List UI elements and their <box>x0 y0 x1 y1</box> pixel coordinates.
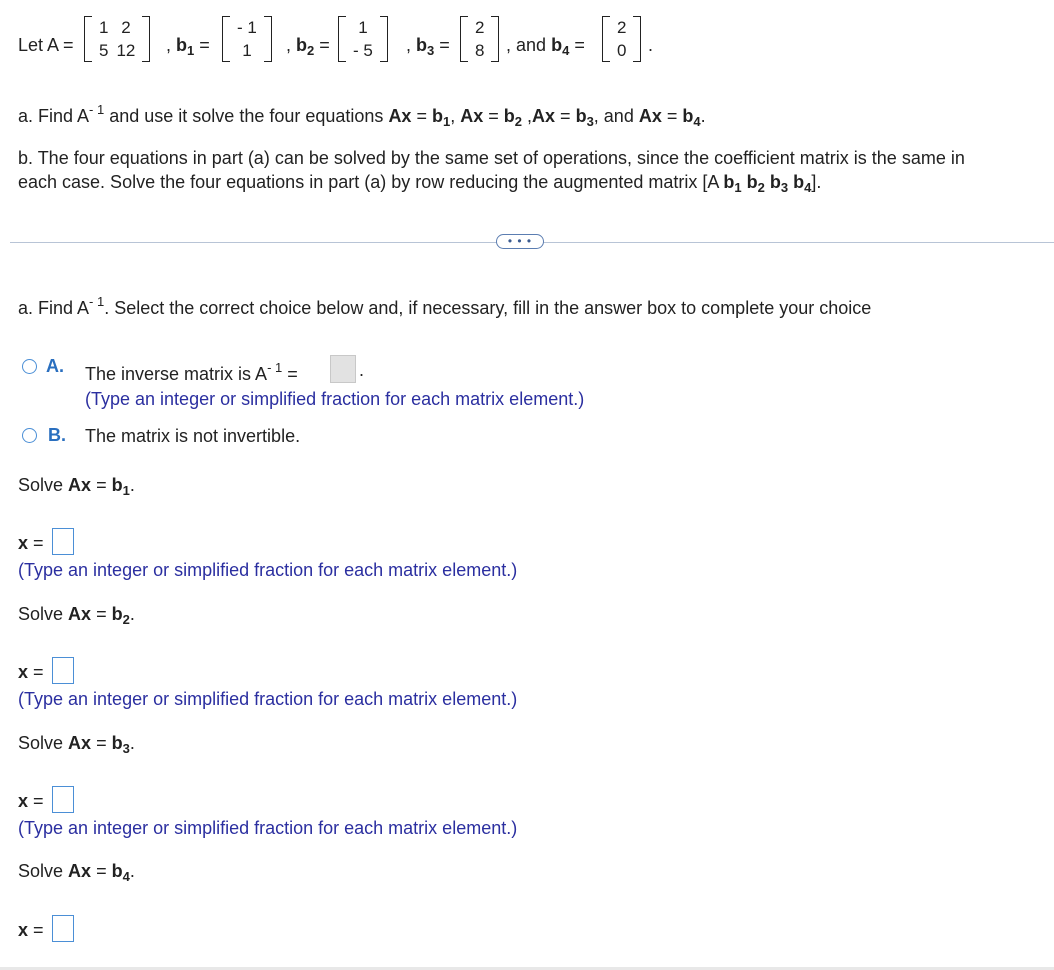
solve-ax: Ax <box>68 861 92 881</box>
aug-b: b <box>769 172 781 192</box>
period: . <box>359 360 365 380</box>
eq-b: b <box>431 106 443 126</box>
matrix-a <box>84 16 150 62</box>
b2-letter: b <box>296 35 308 55</box>
aug-sub: 2 <box>757 180 765 195</box>
period: . <box>129 733 135 753</box>
part-a-text1: and use it solve the four equations <box>109 106 384 126</box>
solve-b: b <box>111 733 123 753</box>
solve-b4-prompt: Solve $Ax = b_4$. <box>18 861 135 884</box>
solve-prefix: Solve <box>18 475 64 495</box>
aug-b: b <box>746 172 758 192</box>
x-label <box>18 662 44 683</box>
solve-ax: Ax <box>68 733 92 753</box>
b1-subscript: 1 <box>187 43 195 58</box>
aug-sub: 4 <box>804 180 812 195</box>
solve-b: b <box>111 604 123 624</box>
aug-sub: 1 <box>734 180 742 195</box>
solve-b: b <box>111 475 123 495</box>
matrix-a-cell: 1 <box>99 18 109 37</box>
part-b-line2-suffix: ]. <box>811 172 822 192</box>
x-answer-box-b4[interactable] <box>52 915 74 942</box>
vector-cell: 1 <box>242 41 252 60</box>
solve-b2-prompt: Solve $Ax = b_2$. <box>18 604 135 627</box>
eq-and: , and <box>593 106 634 126</box>
vector-cell: - 5 <box>353 41 373 60</box>
vector-b2 <box>338 16 388 62</box>
equals: = <box>33 920 44 940</box>
vector-cell: 1 <box>358 18 368 37</box>
question-prefix: a. Find A <box>18 298 90 318</box>
part-a-text: a. Find $A^{- 1}$ and use it solve the four equations $Ax = b_1$, $Ax = b_2$ $,Ax = b_3$, and $Ax = b_4$. <box>18 102 706 129</box>
choice-b-letter: B. <box>48 425 66 445</box>
choice-b-radio[interactable] <box>22 428 37 443</box>
eq-ax: Ax <box>638 106 662 126</box>
b4-subscript: 4 <box>562 43 570 58</box>
x-var: x <box>18 533 29 553</box>
aug-b: b <box>793 172 805 192</box>
vector-cell: - 1 <box>237 18 257 37</box>
b3-subscript: 3 <box>427 43 435 58</box>
vector-cell: 2 <box>475 18 485 37</box>
b2-label <box>286 35 330 58</box>
question-text: . Select the correct choice below and, if necessary, fill in the answer box to complete your choice <box>104 298 872 318</box>
eq-ax: Ax <box>388 106 412 126</box>
question-prompt <box>18 294 871 319</box>
solve-b3-prompt: Solve $Ax = b_3$. <box>18 733 135 756</box>
matrix-a-cell: 12 <box>116 41 136 60</box>
period: . <box>129 861 135 881</box>
choice-a-radio[interactable] <box>22 359 37 374</box>
solve-b1-prompt: Solve $Ax = b_1$. <box>18 475 135 498</box>
equals: = <box>439 35 450 55</box>
b1-letter: b <box>176 35 188 55</box>
eq-sep: , <box>527 106 533 126</box>
solve-b1-hint: (Type an integer or simplified fraction for each matrix element.) <box>18 560 518 580</box>
choice-b-text: The matrix is not invertible. <box>85 426 301 446</box>
equals: = <box>33 791 44 811</box>
part-b-line2 <box>18 172 821 195</box>
inverse-matrix-answer-box[interactable] <box>330 355 356 383</box>
solve-b3-hint: (Type an integer or simplified fraction for each matrix element.) <box>18 818 518 838</box>
and-text: , and <box>506 35 547 55</box>
eq-b: b <box>575 106 587 126</box>
solve-sub: 4 <box>122 869 130 884</box>
equals: = <box>199 35 210 55</box>
vector-cell: 2 <box>617 18 627 37</box>
b3-label <box>406 35 450 58</box>
choice-a-text <box>85 360 298 385</box>
eq-sep: , <box>450 106 456 126</box>
eq-sub: 4 <box>693 114 701 129</box>
x-var: x <box>18 920 29 940</box>
solve-sub: 1 <box>122 483 130 498</box>
solve-ax: Ax <box>68 475 92 495</box>
eq-b: b <box>503 106 515 126</box>
period: . <box>700 106 706 126</box>
equals: = <box>33 662 44 682</box>
b2-subscript: 2 <box>307 43 315 58</box>
choice-a-hint: (Type an integer or simplified fraction for each matrix element.) <box>85 389 585 409</box>
x-label <box>18 791 44 812</box>
x-answer-box-b3[interactable] <box>52 786 74 813</box>
part-b-line2-prefix: each case. Solve the four equations in part (a) by row reducing the augmented matrix [A <box>18 172 719 192</box>
vector-b3 <box>460 16 499 62</box>
solve-prefix: Solve <box>18 861 64 881</box>
inverse-superscript: - 1 <box>89 294 105 309</box>
vector-b4 <box>602 16 641 62</box>
aug-b: b <box>723 172 735 192</box>
period: . <box>648 35 654 55</box>
x-label <box>18 920 44 941</box>
period: . <box>129 475 135 495</box>
b4-letter: b <box>551 35 563 55</box>
period: . <box>129 604 135 624</box>
choice-a-letter: A. <box>46 356 64 376</box>
inverse-superscript: - 1 <box>89 102 105 117</box>
solve-sub: 2 <box>122 612 130 627</box>
b4-label <box>506 35 585 58</box>
equals: = <box>33 533 44 553</box>
part-a-prefix: a. Find A <box>18 106 90 126</box>
solve-ax: Ax <box>68 604 92 624</box>
solve-b: b <box>111 861 123 881</box>
x-answer-box-b1[interactable] <box>52 528 74 555</box>
solve-sub: 3 <box>122 741 130 756</box>
comma: , <box>406 35 412 55</box>
comma: , <box>286 35 292 55</box>
choice-a-label: The inverse matrix is A <box>85 364 268 384</box>
b1-label <box>166 35 210 58</box>
matrix-a-cell: 5 <box>99 41 109 60</box>
part-b-line1: b. The four equations in part (a) can be solved by the same set of operations, since the coefficient matrix is the same in <box>18 148 965 168</box>
comma: , <box>166 35 172 55</box>
x-label <box>18 533 44 554</box>
vector-b1 <box>222 16 272 62</box>
choice-a-equals: = <box>287 364 298 384</box>
aug-sub: 3 <box>780 180 789 195</box>
equals: = <box>574 35 585 55</box>
solve-b2-hint: (Type an integer or simplified fraction for each matrix element.) <box>18 689 518 709</box>
x-var: x <box>18 791 29 811</box>
eq-sub: 2 <box>514 114 522 129</box>
b3-letter: b <box>416 35 428 55</box>
solve-prefix: Solve <box>18 604 64 624</box>
eq-b: b <box>682 106 694 126</box>
solve-prefix: Solve <box>18 733 64 753</box>
eq-ax: Ax <box>460 106 484 126</box>
x-var: x <box>18 662 29 682</box>
vector-cell: 0 <box>617 41 627 60</box>
more-options-button[interactable]: • • • <box>496 234 544 249</box>
equals: = <box>319 35 330 55</box>
eq-sub: 1 <box>442 114 451 129</box>
x-answer-box-b2[interactable] <box>52 657 74 684</box>
matrix-a-cell: 2 <box>121 18 131 37</box>
vector-cell: 8 <box>475 41 485 60</box>
eq-sub: 3 <box>586 114 594 129</box>
eq-ax: Ax <box>532 106 556 126</box>
let-a-label: Let A = <box>18 35 74 55</box>
inverse-superscript: - 1 <box>267 360 283 375</box>
